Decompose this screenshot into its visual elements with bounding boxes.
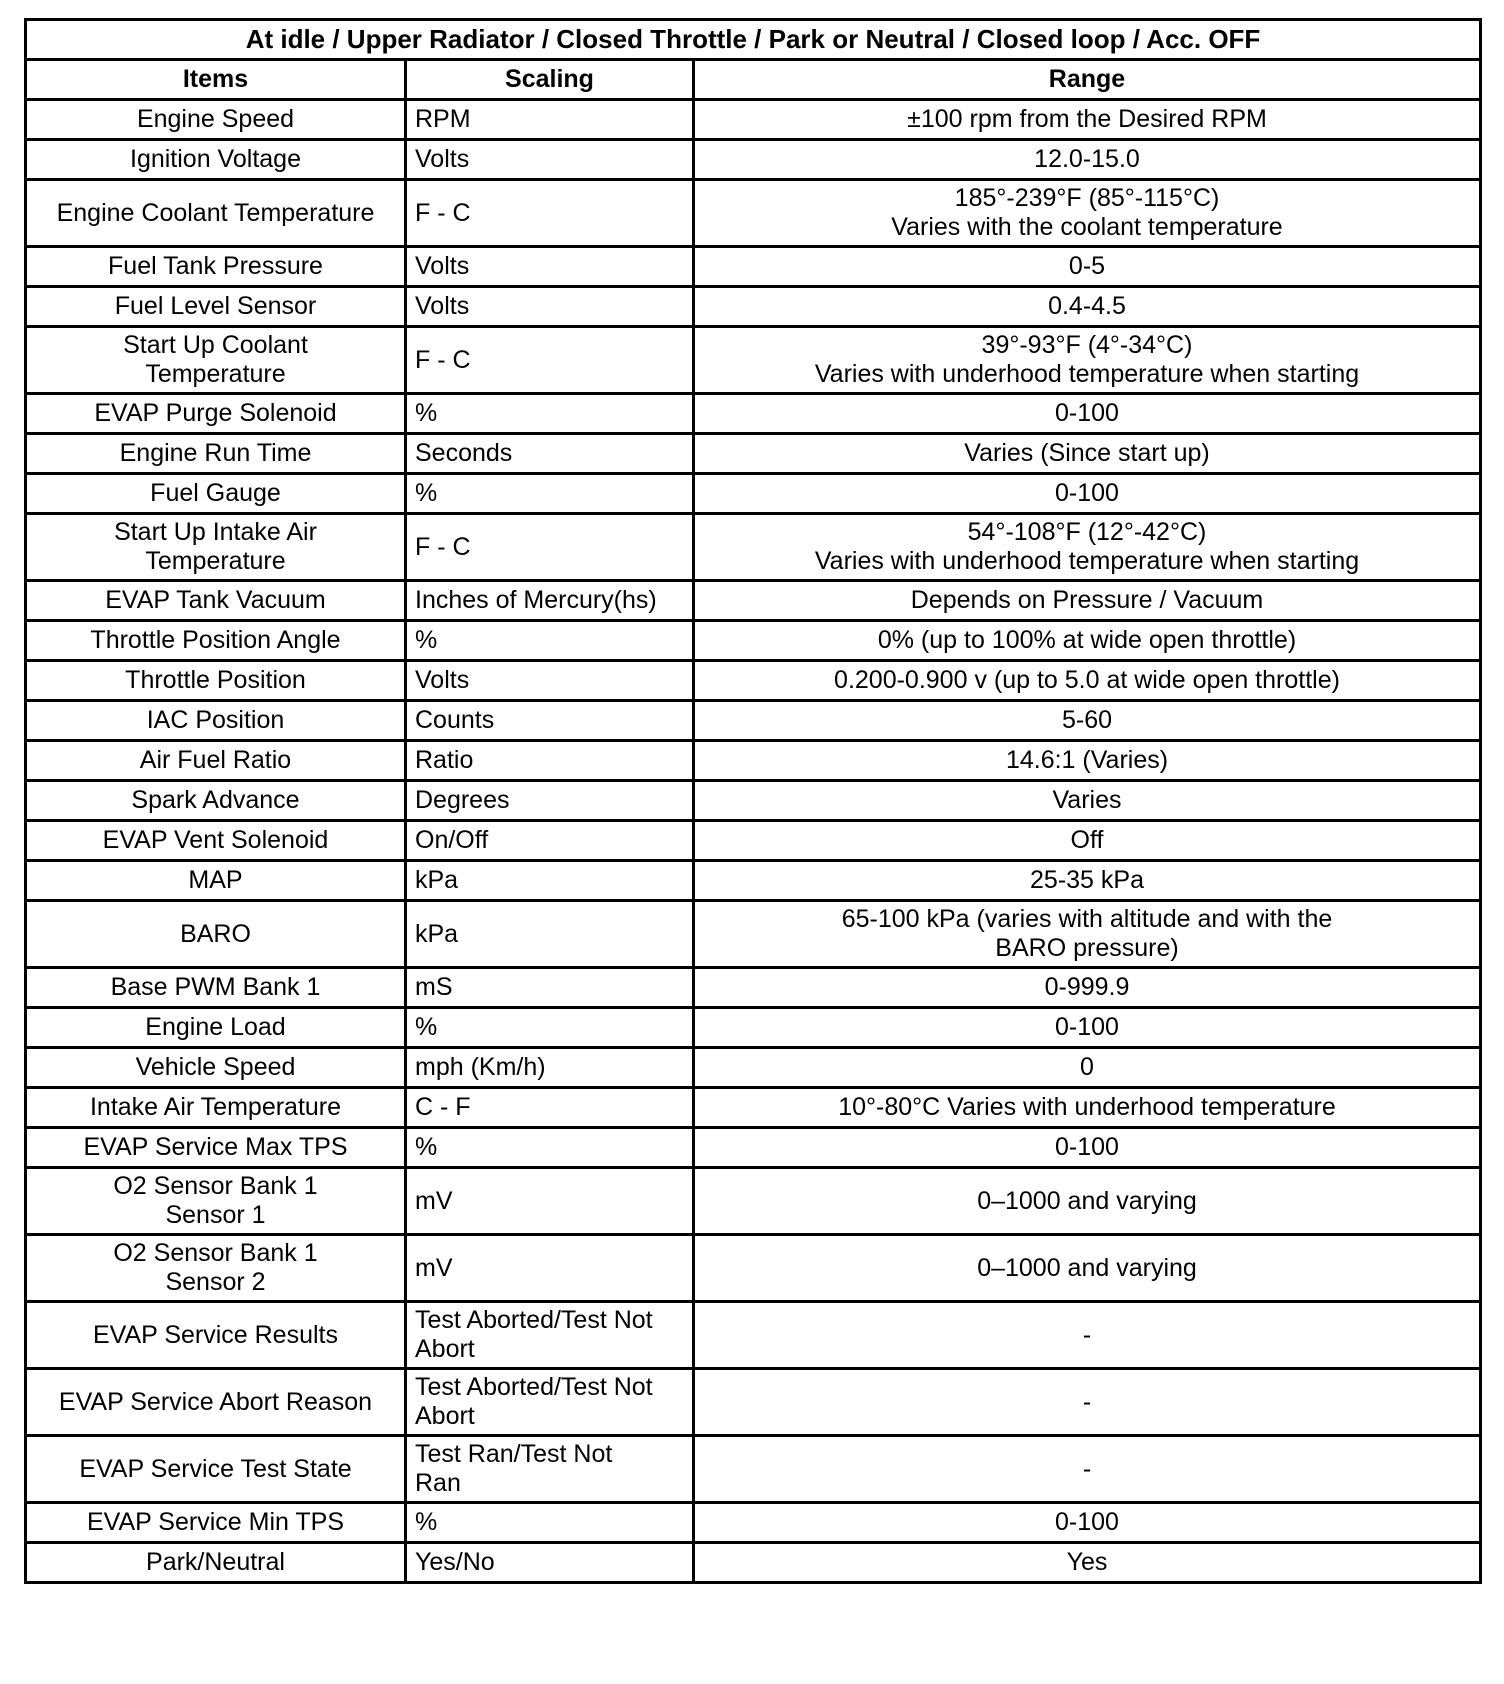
range-cell: 0-100: [694, 474, 1481, 514]
scaling-cell: Test Aborted/Test Not Abort: [406, 1369, 694, 1436]
table-row: [26, 861, 1481, 901]
item-cell: BARO: [26, 901, 406, 968]
range-cell: 14.6:1 (Varies): [694, 741, 1481, 781]
table-row: [26, 901, 1481, 968]
range-cell: Depends on Pressure / Vacuum: [694, 581, 1481, 621]
table-row: [26, 661, 1481, 701]
scaling-cell: RPM: [406, 100, 694, 140]
range-cell: 0: [694, 1048, 1481, 1088]
item-cell: Engine Speed: [26, 100, 406, 140]
table-row: [26, 621, 1481, 661]
range-cell: -: [694, 1369, 1481, 1436]
scaling-cell: Volts: [406, 247, 694, 287]
range-cell: 5-60: [694, 701, 1481, 741]
item-cell: Engine Run Time: [26, 434, 406, 474]
item-cell: Engine Load: [26, 1008, 406, 1048]
item-cell: Fuel Gauge: [26, 474, 406, 514]
item-cell: Start Up Coolant Temperature: [26, 327, 406, 394]
header-range: Range: [694, 60, 1481, 100]
scaling-cell: mV: [406, 1168, 694, 1235]
item-cell: Spark Advance: [26, 781, 406, 821]
scaling-cell: mV: [406, 1235, 694, 1302]
table-row: [26, 474, 1481, 514]
table-row: [26, 701, 1481, 741]
item-cell: Park/Neutral: [26, 1543, 406, 1583]
range-cell: 54°-108°F (12°-42°C) Varies with underhood temperature when starting: [694, 514, 1481, 581]
scaling-cell: Volts: [406, 140, 694, 180]
range-cell: 12.0-15.0: [694, 140, 1481, 180]
item-cell: O2 Sensor Bank 1 Sensor 2: [26, 1235, 406, 1302]
range-cell: -: [694, 1302, 1481, 1369]
range-cell: 0-100: [694, 1128, 1481, 1168]
scaling-cell: Counts: [406, 701, 694, 741]
range-cell: 0-100: [694, 394, 1481, 434]
range-cell: Off: [694, 821, 1481, 861]
table-row: [26, 1302, 1481, 1369]
range-cell: 0-5: [694, 247, 1481, 287]
range-cell: 0.200-0.900 v (up to 5.0 at wide open throttle): [694, 661, 1481, 701]
item-cell: EVAP Service Max TPS: [26, 1128, 406, 1168]
item-cell: Start Up Intake Air Temperature: [26, 514, 406, 581]
scaling-cell: kPa: [406, 901, 694, 968]
scaling-cell: Volts: [406, 661, 694, 701]
range-cell: 0% (up to 100% at wide open throttle): [694, 621, 1481, 661]
item-cell: Air Fuel Ratio: [26, 741, 406, 781]
range-cell: Yes: [694, 1543, 1481, 1583]
item-cell: Engine Coolant Temperature: [26, 180, 406, 247]
scaling-cell: mS: [406, 968, 694, 1008]
item-cell: Fuel Tank Pressure: [26, 247, 406, 287]
table-row: [26, 140, 1481, 180]
range-cell: Varies: [694, 781, 1481, 821]
table-title: At idle / Upper Radiator / Closed Throttle / Park or Neutral / Closed loop / Acc. OFF: [26, 20, 1481, 60]
item-cell: EVAP Vent Solenoid: [26, 821, 406, 861]
table-row: [26, 1088, 1481, 1128]
table-row: [26, 1128, 1481, 1168]
scaling-cell: C - F: [406, 1088, 694, 1128]
table-row: [26, 180, 1481, 247]
range-cell: 39°-93°F (4°-34°C) Varies with underhood temperature when starting: [694, 327, 1481, 394]
scaling-cell: F - C: [406, 180, 694, 247]
table-row: [26, 394, 1481, 434]
item-cell: MAP: [26, 861, 406, 901]
table-row: [26, 1008, 1481, 1048]
table-row: [26, 327, 1481, 394]
range-cell: ±100 rpm from the Desired RPM: [694, 100, 1481, 140]
scaling-cell: %: [406, 1128, 694, 1168]
item-cell: EVAP Service Results: [26, 1302, 406, 1369]
item-cell: Throttle Position Angle: [26, 621, 406, 661]
scaling-cell: F - C: [406, 514, 694, 581]
scaling-cell: Inches of Mercury(hs): [406, 581, 694, 621]
range-cell: 0–1000 and varying: [694, 1235, 1481, 1302]
scaling-cell: Volts: [406, 287, 694, 327]
item-cell: Ignition Voltage: [26, 140, 406, 180]
item-cell: Base PWM Bank 1: [26, 968, 406, 1008]
scaling-cell: kPa: [406, 861, 694, 901]
table-row: [26, 1048, 1481, 1088]
table-row: [26, 821, 1481, 861]
item-cell: EVAP Service Test State: [26, 1436, 406, 1503]
scaling-cell: %: [406, 1008, 694, 1048]
range-cell: 185°-239°F (85°-115°C) Varies with the coolant temperature: [694, 180, 1481, 247]
table-row: [26, 1369, 1481, 1436]
scaling-cell: Degrees: [406, 781, 694, 821]
header-scaling: Scaling: [406, 60, 694, 100]
item-cell: Vehicle Speed: [26, 1048, 406, 1088]
table-row: [26, 1436, 1481, 1503]
header-items: Items: [26, 60, 406, 100]
table-row: [26, 100, 1481, 140]
item-cell: Intake Air Temperature: [26, 1088, 406, 1128]
range-cell: 0-999.9: [694, 968, 1481, 1008]
table-row: [26, 968, 1481, 1008]
range-cell: 0.4-4.5: [694, 287, 1481, 327]
table-row: [26, 1543, 1481, 1583]
table-row: [26, 1235, 1481, 1302]
scaling-cell: On/Off: [406, 821, 694, 861]
table-row: [26, 1503, 1481, 1543]
range-cell: 10°-80°C Varies with underhood temperature: [694, 1088, 1481, 1128]
range-cell: 0-100: [694, 1503, 1481, 1543]
range-cell: 25-35 kPa: [694, 861, 1481, 901]
range-cell: -: [694, 1436, 1481, 1503]
table-row: [26, 581, 1481, 621]
item-cell: EVAP Purge Solenoid: [26, 394, 406, 434]
table-row: [26, 1168, 1481, 1235]
range-cell: 0-100: [694, 1008, 1481, 1048]
table-body: [26, 100, 1481, 1583]
table-row: [26, 247, 1481, 287]
table-row: [26, 781, 1481, 821]
item-cell: Throttle Position: [26, 661, 406, 701]
item-cell: EVAP Service Min TPS: [26, 1503, 406, 1543]
scaling-cell: %: [406, 1503, 694, 1543]
scaling-cell: F - C: [406, 327, 694, 394]
table-row: [26, 741, 1481, 781]
range-cell: Varies (Since start up): [694, 434, 1481, 474]
range-cell: 65-100 kPa (varies with altitude and with the BARO pressure): [694, 901, 1481, 968]
data-table: [24, 18, 1482, 1584]
range-cell: 0–1000 and varying: [694, 1168, 1481, 1235]
item-cell: O2 Sensor Bank 1 Sensor 1: [26, 1168, 406, 1235]
item-cell: EVAP Service Abort Reason: [26, 1369, 406, 1436]
scaling-cell: %: [406, 474, 694, 514]
scaling-cell: Test Aborted/Test Not Abort: [406, 1302, 694, 1369]
scaling-cell: Yes/No: [406, 1543, 694, 1583]
scaling-cell: Seconds: [406, 434, 694, 474]
item-cell: IAC Position: [26, 701, 406, 741]
scaling-cell: mph (Km/h): [406, 1048, 694, 1088]
item-cell: Fuel Level Sensor: [26, 287, 406, 327]
scaling-cell: %: [406, 394, 694, 434]
table-row: [26, 287, 1481, 327]
table-row: [26, 514, 1481, 581]
item-cell: EVAP Tank Vacuum: [26, 581, 406, 621]
scaling-cell: Ratio: [406, 741, 694, 781]
scaling-cell: %: [406, 621, 694, 661]
table-row: [26, 434, 1481, 474]
scaling-cell: Test Ran/Test Not Ran: [406, 1436, 694, 1503]
